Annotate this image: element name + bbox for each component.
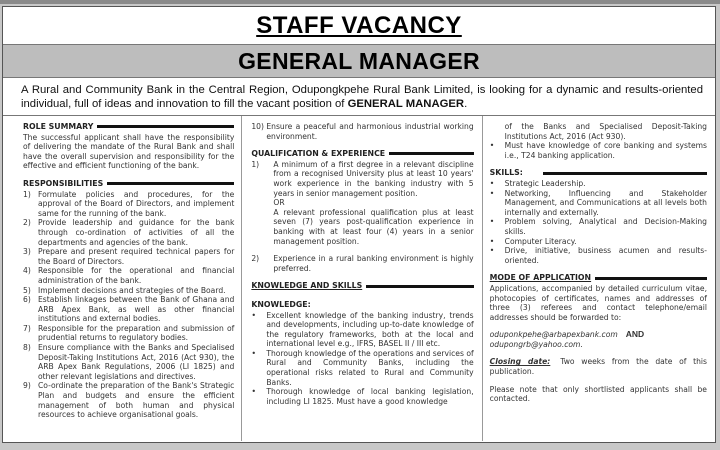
intro-paragraph [3,78,715,116]
list-item: • Thorough knowledge of the operations and services of Rural and Community Banks, including the operational risks related to Rural and Community Banks. [251,348,474,387]
or-label: OR [273,198,285,208]
heading-rule [389,152,474,155]
bullet-icon: • [489,188,495,198]
list-item: • Excellent knowledge of the banking industry, trends and developments, including up-to-date knowledge of the regulatory frameworks, both at the local and international level e.g., IFRS, BASEL II / III etc. [251,310,474,349]
knowledge-skills-heading: KNOWLEDGE AND SKILLS [251,281,473,291]
top-border-strip [0,0,720,4]
intro-text: A Rural and Community Bank in the Central Region, Odupongkpehe Rural Bank Limited, is looking for a dynamic and results-oriented individual, full of ideas and innovation to fill the vacant position of [21,84,703,110]
knowledge-list-continued [490,122,707,160]
bullet-icon: • [489,141,495,151]
heading-rule [595,277,707,280]
list-item: 10) Ensure a peaceful and harmonious industrial working environment. [251,122,474,141]
responsibilities-list [23,190,234,420]
content-columns [3,116,715,441]
qualification-heading: QUALIFICATION & EXPERIENCE [251,149,473,159]
responsibilities-heading: RESPONSIBILITIES [23,179,234,189]
title-band [3,7,715,45]
list-item: • Drive, initiative, business acumen and results-oriented. [489,246,707,265]
list-item: 1) A minimum of a first degree in a relevant discipline from a recognised University plus at least 10 years' work experience in the banking industry with 5 years in senior management position. OR A relevant professional qualification plus at least seven (7) years post-qualification experience in banking with at least four (4) years in a senior management position. [251,159,474,246]
shortlist-note: Please note that only shortlisted applicants shall be contacted. [489,384,707,404]
skills-list [490,179,707,265]
bullet-icon: • [489,217,495,227]
heading-rule [107,182,234,185]
role-summary-text: The successful applicant shall have the responsibility of delivering the mandate of the Rural Bank and shall have the overall supervision and responsibility for the effective and efficient functioning of the bank. [23,132,235,171]
position-band [3,45,715,78]
email-link-primary[interactable]: oduponkpehe@arbapexbank.com [489,330,618,340]
intro-position: GENERAL MANAGER [347,98,465,110]
list-item: 2) Experience in a rural banking environment is highly preferred. [251,254,474,273]
list-item: • Thorough knowledge of local banking legislation, including LI 1825. Must have a good knowledge [251,387,474,406]
list-item: • Networking, Influencing and Stakeholder Management, and Communications at all levels both internally and externally. [489,188,707,217]
list-item: 3) Prepare and present required technical papers for the Board of Directors. [23,247,235,266]
column-right [483,116,715,441]
knowledge-heading: KNOWLEDGE: [251,299,311,309]
list-item: • Problem solving, Analytical and Decision-Making skills. [489,217,707,236]
page-title: STAFF VACANCY [256,11,462,39]
list-item: 2) Provide leadership and guidance for the bank through co-ordination of activities of all the departments and agencies of the bank. [23,218,235,247]
heading-rule [366,285,473,288]
knowledge-list [251,311,473,407]
position-title: GENERAL MANAGER [238,47,480,74]
list-item: 1) Formulate policies and procedures, for the approval of the Board of Directors, and implement same for the running of the bank. [23,189,235,218]
heading-rule [97,125,234,128]
list-item: • Must have knowledge of core banking and systems i.e., T24 banking application. [489,141,707,160]
application-emails: oduponkpehe@arbapexbank.com AND odupongrb@yahoo.com. [489,329,645,349]
list-item: • Computer Literacy. [489,236,577,246]
heading-rule [543,172,707,175]
list-item: 4) Responsible for the operational and financial administration of the bank. [23,266,235,285]
bullet-icon: • [251,310,257,320]
intro-end: . [464,98,468,110]
vacancy-advert [2,6,716,443]
role-summary-heading: ROLE SUMMARY [23,122,234,132]
column-middle [242,116,482,441]
bullet-icon: • [489,236,495,246]
list-item: 7) Responsible for the preparation and submission of prudential returns to regulatory bodies. [23,323,235,343]
list-item: 9) Co-ordinate the preparation of the Bank's Strategic Plan and budgets and ensure the efficient management of both human and physical resources to achieve organisational goals. [23,381,235,420]
closing-date: Closing date: Two weeks from the date of this publication. [489,357,707,377]
list-item: 5) Implement decisions and strategies of the Board. [23,285,226,295]
responsibilities-list-continued [251,122,473,141]
bullet-icon: • [251,348,257,358]
list-item: of the Banks and Specialised Deposit-Taking Institutions Act, 2016 (Act 930). [504,122,707,141]
bullet-icon: • [489,178,495,188]
bullet-icon: • [251,387,257,397]
application-heading: MODE OF APPLICATION [490,273,707,283]
qualification-list [251,160,473,274]
email-link-secondary[interactable]: odupongrb@yahoo.com. [489,339,583,349]
list-item: 6) Establish linkages between the Bank of Ghana and ARB Apex Bank, as well as other financial institutions and external bodies. [23,295,235,324]
list-item: 8) Ensure compliance with the Banks and Specialised Deposit-Taking Institutions Act, 2016 (Act 930), the ARB Apex Bank Regulations, 2006 (LI 1825) and other relevant legislations and directives. [23,343,235,381]
skills-heading: SKILLS: [490,168,707,178]
application-text: Applications, accompanied by detailed curriculum vitae, photocopies of certificates, names and addresses of three (3) referees and contact telephone/email addresses should be forwarded to: [489,283,707,322]
column-left [3,116,242,441]
list-item: • Strategic Leadership. [489,178,586,188]
bullet-icon: • [489,246,495,256]
